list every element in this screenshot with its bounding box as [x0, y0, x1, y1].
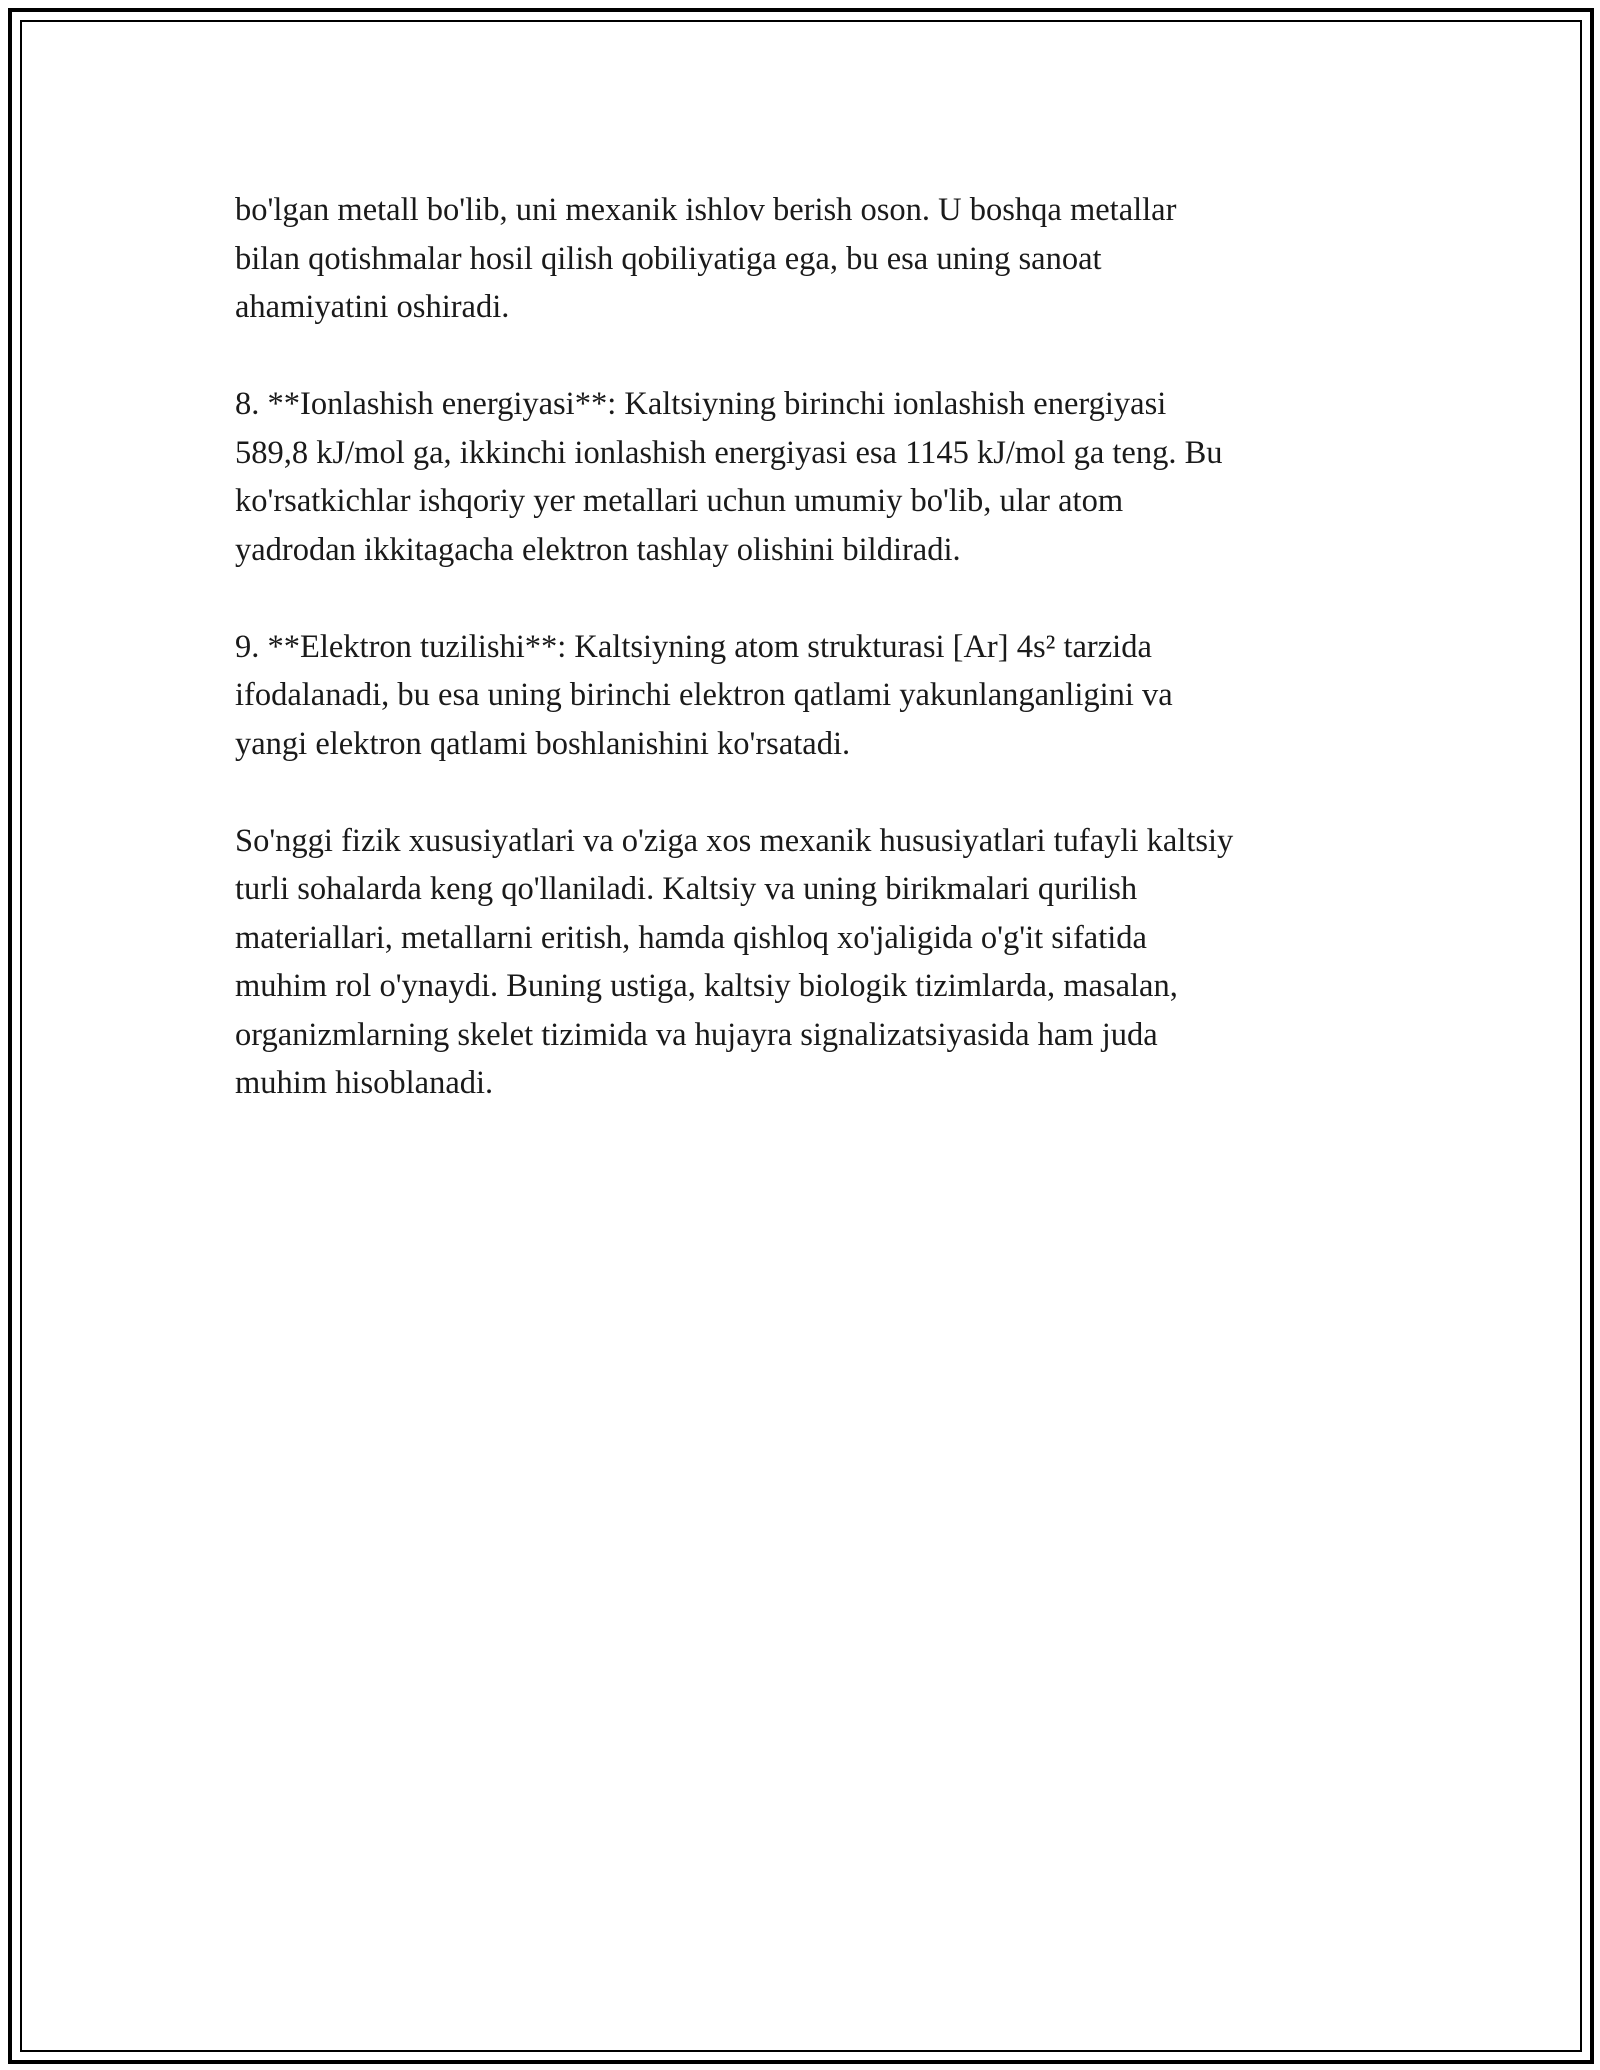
paragraph-electron-structure: 9. **Elektron tuzilishi**: Kaltsiyning atom strukturasi [Ar] 4s² tarzida ifodalanadi, bu esa uning birinchi elektron qatlami yakunlanganligini va yangi elektron qatlami boshlanishini ko'rsatadi.: [235, 628, 1173, 762]
paragraph-ionization-energy: 8. **Ionlashish energiyasi**: Kaltsiyning birinchi ionlashish energiyasi 589,8 kJ/mol ga, ikkinchi ionlashish energiyasi esa 1145 kJ/mol ga teng. Bu ko'rsatkichlar ishqoriy yer metallari uchun umumiy bo'lib, ular atom yadrodan ikkitagacha elektron tashlay olishini bildiradi.: [235, 386, 1223, 568]
paragraph-conclusion: So'nggi fizik xususiyatlari va o'ziga xos mexanik hususiyatlari tufayli kaltsiy turli sohalarda keng qo'llaniladi. Kaltsiy va uning birikmalari qurilish materiallari, metallarni eritish, hamda qishloq xo'jaligida o'g'it sifatida muhim rol o'ynaydi. Buning ustiga, kaltsiy biologik tizimlarda, masalan, organizmlarning skelet tizimida va hujayra signalizatsiyasida ham juda muhim hisoblanadi.: [235, 822, 1234, 1101]
document-body: [235, 186, 1395, 1156]
paragraph-continuation: bo'lgan metall bo'lib, uni mexanik ishlov berish oson. U boshqa metallar bilan qotishmalar hosil qilish qobiliyatiga ega, bu esa uning sanoat ahamiyatini oshiradi.: [235, 192, 1177, 325]
